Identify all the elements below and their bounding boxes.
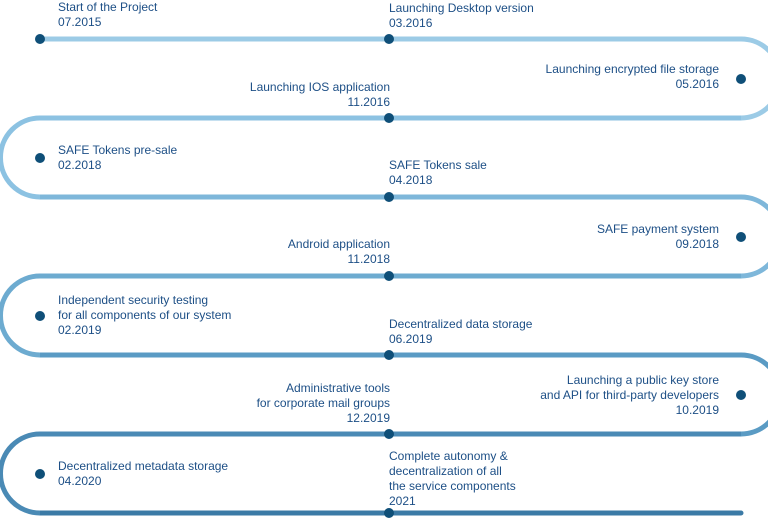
milestone-dot [384, 271, 394, 281]
milestone-date: 11.2018 [347, 252, 390, 266]
milestone-title: Independent security testing for all components of our system [58, 293, 232, 322]
milestone-ios-application [250, 80, 390, 110]
milestone-date: 04.2020 [58, 474, 102, 488]
milestone-title: Decentralized data storage [389, 317, 533, 331]
milestone-metadata-storage [58, 459, 228, 489]
milestone-payment-system [597, 222, 719, 252]
milestone-title: SAFE Tokens pre-sale [58, 143, 178, 157]
milestone-title: Launching IOS application [249, 80, 390, 94]
milestone-title: Launching encrypted file storage [545, 62, 719, 76]
path-turn [1, 276, 41, 355]
milestone-date: 07.2015 [58, 15, 102, 29]
milestone-security-testing [58, 293, 231, 338]
milestone-decentralized-data-storage [389, 317, 532, 347]
milestone-dot [384, 192, 394, 202]
milestone-dot [35, 469, 45, 479]
milestone-dot [35, 153, 45, 163]
milestone-start-of-project [58, 0, 157, 30]
milestone-public-key-store [540, 373, 719, 418]
milestone-date: 03.2016 [389, 16, 433, 30]
milestone-date: 2021 [389, 494, 416, 508]
milestone-dot [736, 232, 746, 242]
milestone-date: 06.2019 [389, 332, 433, 346]
milestone-dot [736, 390, 746, 400]
milestone-title: Administrative tools for corporate mail groups [256, 381, 390, 410]
milestone-title: Start of the Project [58, 0, 158, 14]
milestone-date: 11.2016 [347, 95, 390, 109]
milestone-desktop-version [389, 1, 534, 31]
milestone-title: Android application [287, 237, 390, 251]
milestone-dot [384, 508, 394, 518]
milestone-title: Decentralized metadata storage [58, 459, 229, 473]
path-turn [1, 434, 41, 513]
milestone-encrypted-file-storage [546, 62, 719, 92]
milestone-title: SAFE Tokens sale [389, 158, 487, 172]
milestone-title: Launching Desktop version [389, 1, 534, 15]
milestone-android-application [288, 237, 390, 267]
milestone-dot [35, 311, 45, 321]
milestone-date: 02.2019 [58, 323, 102, 337]
milestone-date: 02.2018 [58, 158, 102, 172]
milestone-dot [384, 113, 394, 123]
milestone-date: 04.2018 [389, 173, 433, 187]
milestone-title: Complete autonomy & decentralization of all the service components [389, 449, 516, 493]
milestone-dot [384, 34, 394, 44]
milestone-date: 05.2016 [675, 77, 719, 91]
milestone-date: 09.2018 [675, 237, 719, 251]
milestone-complete-autonomy [389, 449, 516, 509]
milestone-tokens-sale [389, 158, 487, 188]
milestone-dot [384, 429, 394, 439]
milestone-title: SAFE payment system [596, 222, 719, 236]
milestone-dot [736, 74, 746, 84]
path-turn [1, 118, 41, 197]
milestone-title: Launching a public key store and API for third-party developers [540, 373, 719, 402]
milestone-tokens-presale [58, 143, 177, 173]
milestone-dot [384, 350, 394, 360]
milestone-administrative-tools [257, 381, 390, 426]
milestone-dot [35, 34, 45, 44]
milestone-date: 10.2019 [675, 403, 719, 417]
milestone-date: 12.2019 [346, 411, 390, 425]
